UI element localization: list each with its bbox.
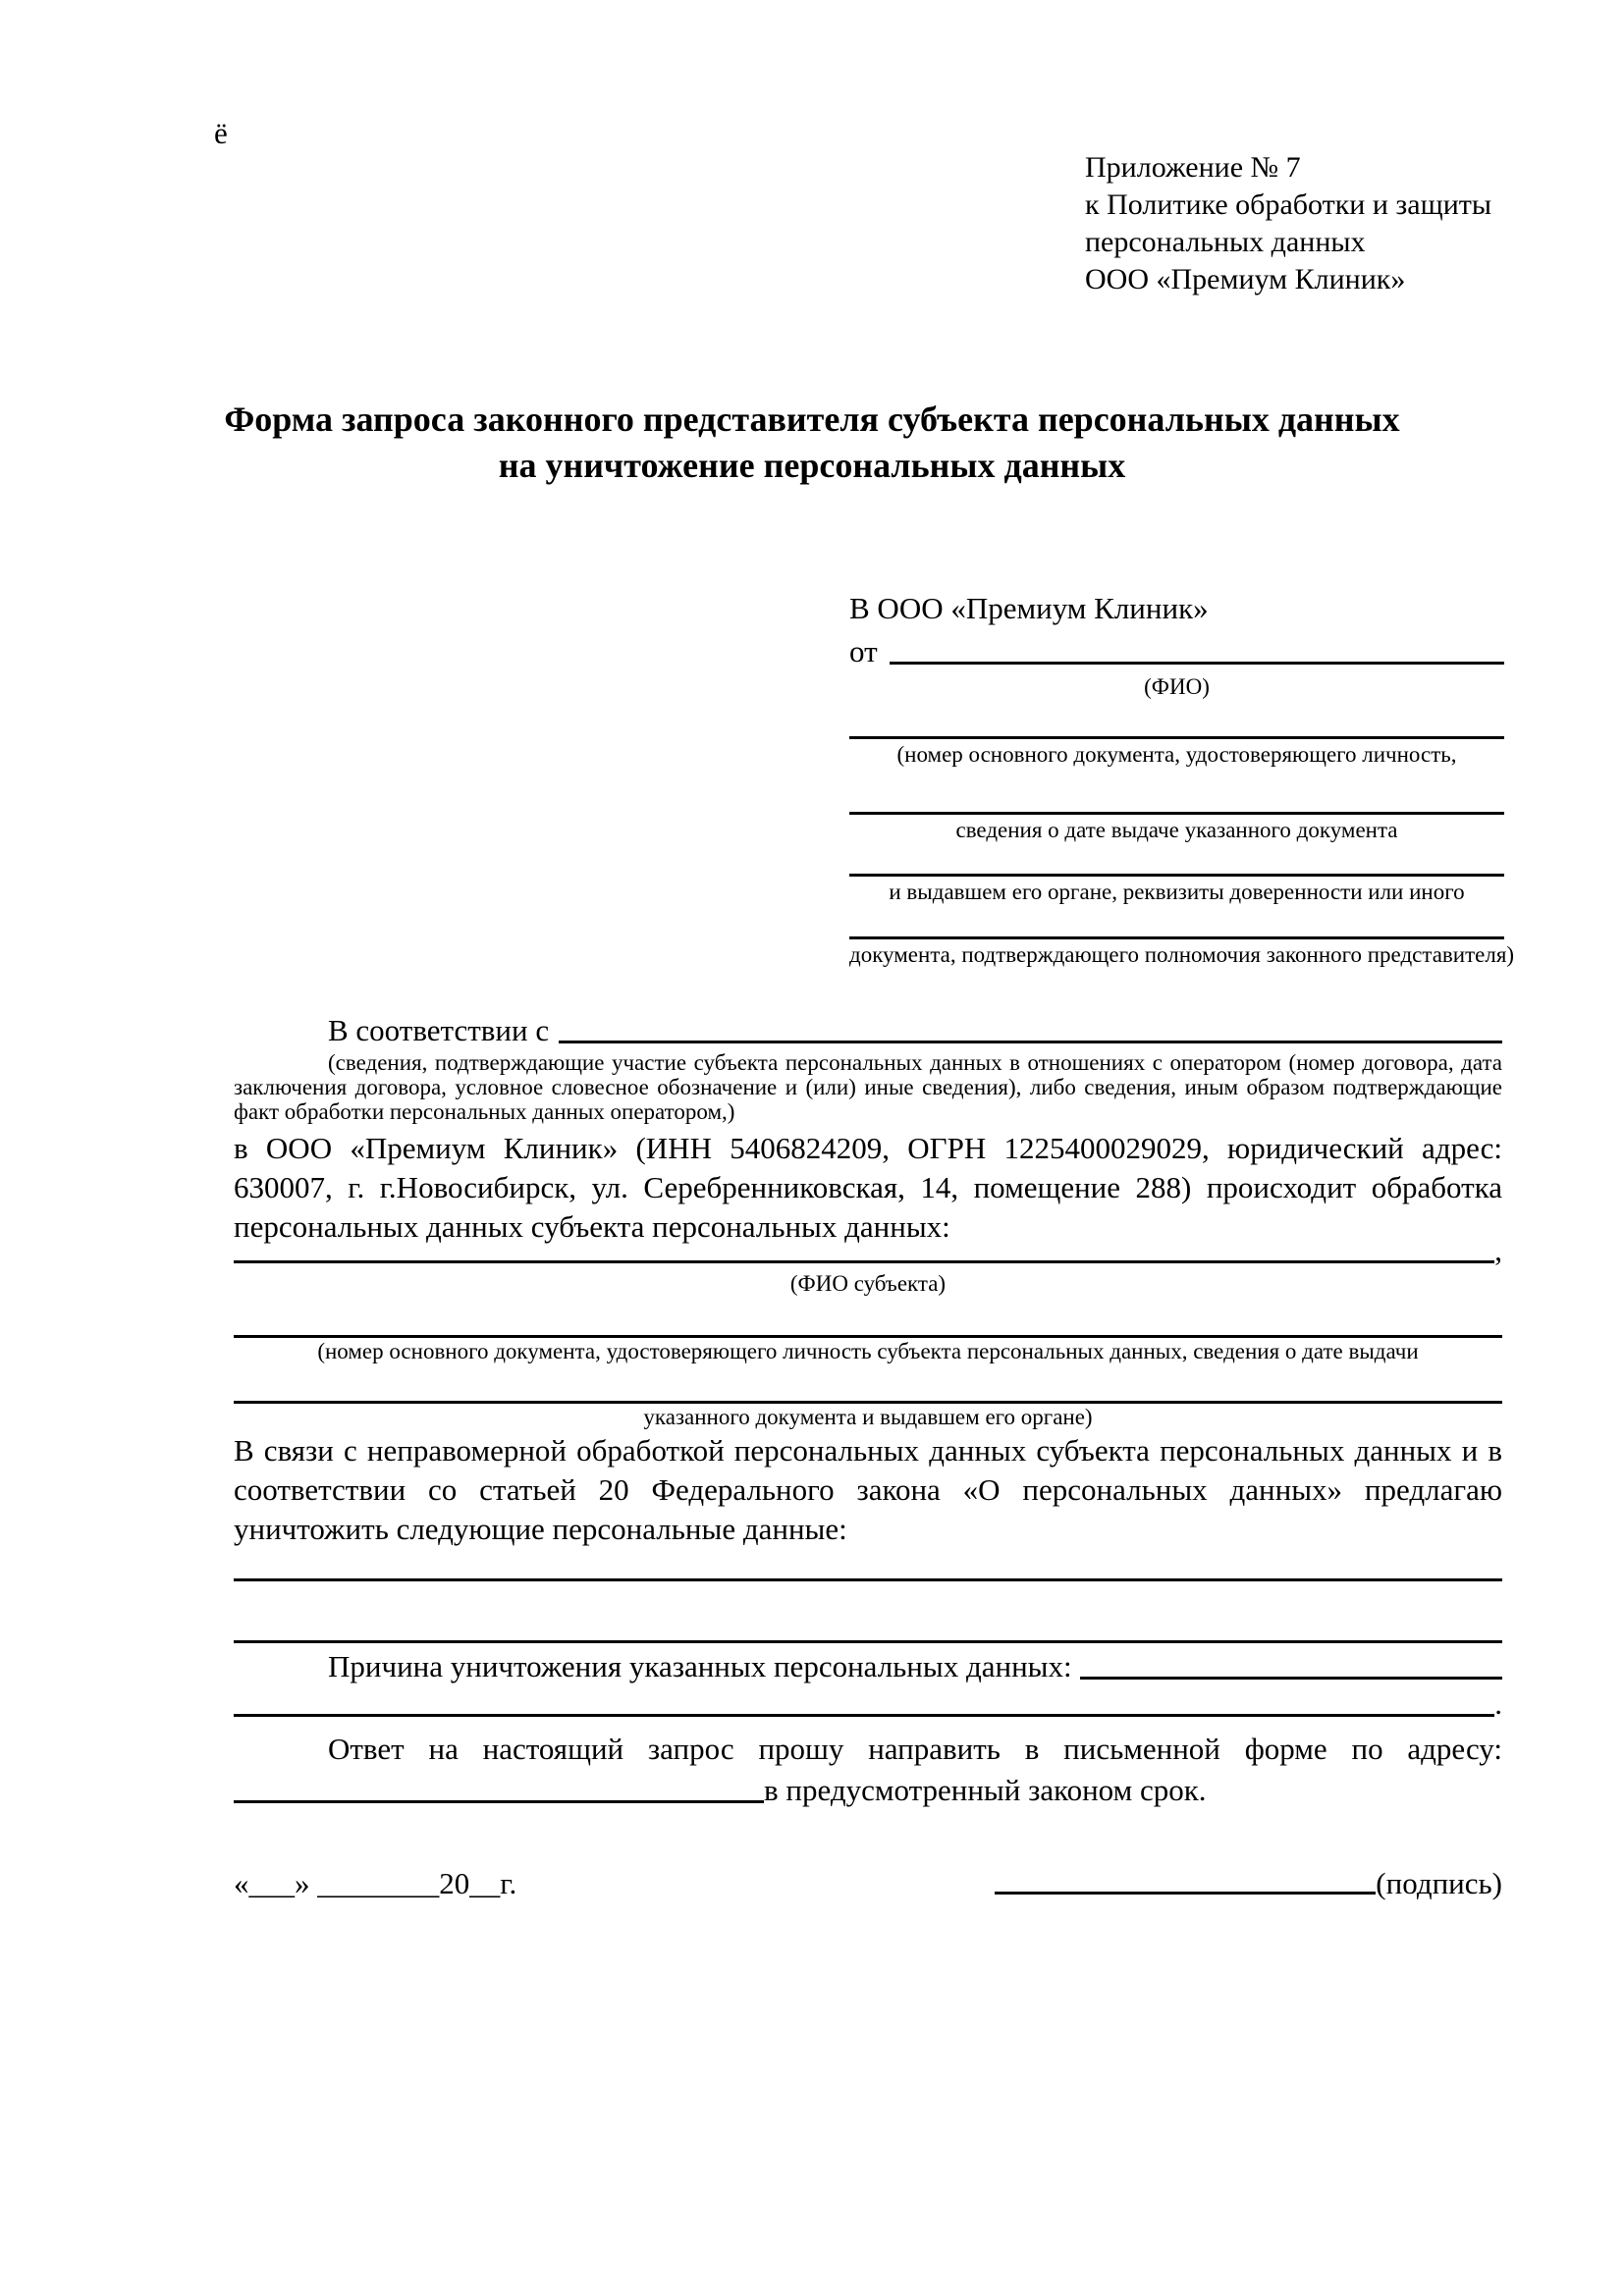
- page-title-line2: на уничтожение персональных данных: [498, 446, 1126, 485]
- answer-tail-text: в предусмотренный законом срок.: [764, 1773, 1207, 1807]
- answer-paragraph: Ответ на настоящий запрос прошу направить в письменной форме по адресу:: [328, 1732, 1502, 1766]
- subject-doc-caption1: (номер основного документа, удостоверяющего личность субъекта персональных данных, сведения о дате выдачи: [317, 1339, 1419, 1363]
- reason-row: [234, 1643, 1502, 1686]
- reason-continued-row: [234, 1686, 1502, 1724]
- data-to-destroy-field-line1: [234, 1549, 1502, 1581]
- doc-authority-caption: и выдавшем его органе, реквизиты доверенности или иного: [889, 880, 1465, 904]
- appendix-header-line: персональных данных: [1085, 226, 1366, 258]
- doc-number-caption: (номер основного документа, удостоверяющего личность,: [896, 742, 1457, 767]
- date-blank-line: «___» ________20__г.: [234, 1866, 517, 1900]
- from-label: от: [849, 634, 878, 668]
- signature-group: [995, 1866, 1502, 1901]
- subject-doc-field-line2: [234, 1365, 1502, 1404]
- appendix-header-line: к Политике обработки и защиты: [1085, 188, 1492, 221]
- subject-fio-caption: (ФИО субъекта): [789, 1271, 947, 1296]
- doc-number-field-line: [849, 701, 1504, 739]
- doc-issue-date-field-line: [849, 769, 1504, 815]
- page-title: [147, 397, 1477, 489]
- subject-fio-trailing-comma: ,: [1494, 1233, 1502, 1267]
- operator-paragraph: в ООО «Премиум Клиник» (ИНН 5406824209, ОГРН 1225400029029, юридический адрес: 630007, г. г.Новосибирск, ул. Серебренниковская, 14, помещение 288) происходит обработка персональных данных субъекта персональных данных:: [234, 1131, 1502, 1244]
- page-title-line1: Форма запроса законного представителя субъекта персональных данных: [224, 400, 1400, 439]
- subject-fio-field-line: [234, 1260, 1494, 1263]
- accordance-row: [234, 1009, 1502, 1050]
- reason-field-line: [1080, 1677, 1502, 1680]
- addressee-block: [849, 589, 1515, 969]
- doc-authority-field-line: [849, 844, 1504, 877]
- doc-issue-date-caption: сведения о дате выдаче указанного документа: [955, 818, 1398, 842]
- subject-fio-row: [234, 1233, 1502, 1270]
- reason-field-line2: [234, 1714, 1494, 1717]
- data-to-destroy-field-line2: [234, 1581, 1502, 1643]
- appendix-header-line: ООО «Премиум Клиник»: [1085, 263, 1406, 295]
- accordance-fine-print: (сведения, подтверждающие участие субъекта персональных данных в отношениях с оператором (номер договора, дата заключения договора, условное словесное обозначение и (или) иные сведения), либо сведения, иным образом подтверждающие факт обработки персональных данных оператором,): [234, 1050, 1502, 1124]
- signature-field-line: [995, 1892, 1376, 1895]
- stray-yo-char: ё: [214, 116, 228, 150]
- addressee-to-line: В ООО «Премиум Клиник»: [849, 591, 1209, 625]
- subject-doc-field-line: [234, 1298, 1502, 1338]
- accordance-label: В соответствии с: [328, 1013, 550, 1047]
- appendix-header: [1085, 149, 1491, 298]
- footer-row: [234, 1858, 1502, 1901]
- doc-powers-field-line: [849, 906, 1504, 939]
- subject-doc-caption2: указанного документа и выдавшем его органе): [643, 1405, 1093, 1429]
- doc-powers-caption: документа, подтверждающего полномочия законного представителя): [849, 942, 1515, 967]
- from-row: [849, 628, 1504, 671]
- fio-field-line: [890, 662, 1504, 665]
- appendix-header-line: Приложение № 7: [1085, 151, 1301, 184]
- body-column: [234, 1009, 1502, 1810]
- unlawful-processing-paragraph: В связи с неправомерной обработкой персональных данных субъекта персональных данных и в соответствии со статьей 20 Федерального закона «О персональных данных» предлагаю уничтожить следующие персональные данные:: [234, 1433, 1502, 1546]
- fio-caption: (ФИО): [1144, 674, 1210, 699]
- answer-address-row: [234, 1769, 1502, 1810]
- reason-trailing-period: .: [1494, 1686, 1502, 1721]
- answer-address-field-line: [234, 1800, 764, 1803]
- signature-caption: (подпись): [1376, 1866, 1502, 1900]
- accordance-field-line: [559, 1041, 1502, 1043]
- reason-label: Причина уничтожения указанных персональных данных:: [328, 1649, 1072, 1683]
